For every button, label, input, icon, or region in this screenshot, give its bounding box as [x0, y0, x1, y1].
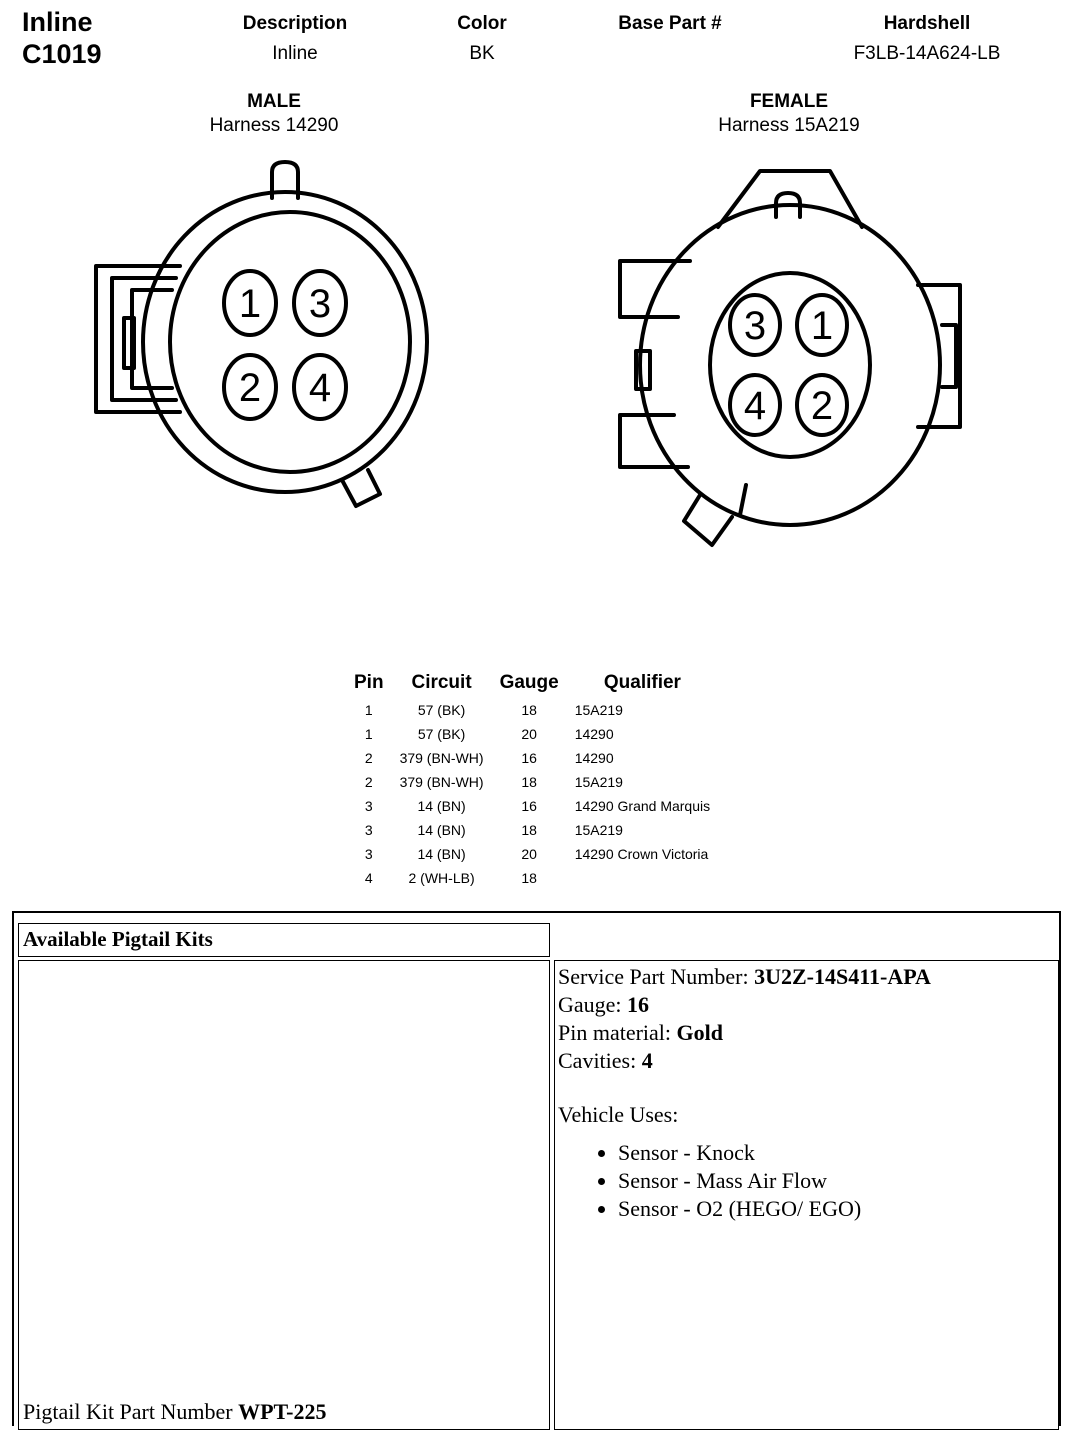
female-pin-3 — [730, 295, 780, 355]
female-harness-label: Harness 15A219 — [718, 115, 860, 136]
table-row: 4 2 (WH-LB) 18 — [364, 870, 537, 886]
table-row: 3 14 (BN) 16 14290 Grand Marquis — [364, 798, 711, 814]
male-view-title: MALE — [247, 91, 301, 112]
list-item: • Sensor - O2 (HEGO/ EGO) — [618, 1195, 1055, 1223]
gauge-info: Gauge: 16 — [558, 992, 650, 1017]
color-header: Color — [457, 13, 507, 34]
male-pin-3 — [294, 271, 346, 335]
table-row: 1 57 (BK) 18 15A219 — [364, 702, 623, 718]
male-harness-label: Harness 14290 — [209, 115, 339, 136]
female-view-title: FEMALE — [749, 91, 829, 112]
table-row: 3 14 (BN) 18 15A219 — [364, 822, 623, 838]
service-part-number: Service Part Number: 3U2Z-14S411-APA — [558, 964, 931, 989]
connector-id: C1019 — [22, 39, 102, 69]
list-item: • Sensor - Knock — [618, 1139, 1055, 1167]
description-header: Description — [242, 13, 348, 34]
svg-text:2: 2 — [238, 366, 262, 410]
svg-text:3: 3 — [308, 282, 332, 326]
pigtail-kits-title: Available Pigtail Kits — [18, 923, 550, 957]
empty-header-cell — [554, 923, 1060, 957]
male-pin-4 — [294, 355, 346, 419]
svg-text:1: 1 — [810, 304, 834, 348]
hardshell-header: Hardshell — [883, 13, 971, 34]
pin-table-header — [346, 668, 718, 698]
male-pin-1 — [224, 271, 276, 335]
male-connector-diagram — [80, 150, 440, 520]
pigtail-kits-table — [12, 911, 1061, 1426]
circuit-column-header: Circuit — [411, 672, 472, 693]
svg-text:2: 2 — [810, 384, 834, 428]
hardshell-value: F3LB-14A624-LB — [853, 43, 1001, 64]
pin-material-info: Pin material: Gold — [558, 1020, 723, 1045]
pin-table — [346, 668, 718, 890]
pigtail-kit-part-number: Pigtail Kit Part Number WPT-225 — [23, 1399, 327, 1424]
female-connector-diagram — [600, 165, 980, 560]
svg-text:1: 1 — [238, 282, 262, 326]
svg-text:3: 3 — [743, 304, 767, 348]
female-pin-1 — [797, 295, 847, 355]
cavities-info: Cavities: 4 — [558, 1048, 653, 1073]
connector-title — [22, 6, 102, 70]
table-row: 1 57 (BK) 20 14290 — [364, 726, 614, 742]
list-item: • Sensor - Mass Air Flow — [618, 1167, 1055, 1195]
table-row: 2 379 (BN-WH) 16 14290 — [364, 750, 614, 766]
description-value: Inline — [272, 43, 318, 64]
female-pin-4 — [730, 375, 780, 435]
male-pin-2 — [224, 355, 276, 419]
gauge-column-header: Gauge — [499, 672, 559, 693]
base-part-header: Base Part # — [618, 13, 722, 34]
qualifier-column-header: Qualifier — [603, 672, 681, 693]
pin-column-header: Pin — [354, 672, 384, 693]
female-pin-2 — [797, 375, 847, 435]
table-row: 3 14 (BN) 20 14290 Crown Victoria — [364, 846, 709, 862]
vehicle-uses-list — [558, 1139, 1055, 1223]
connector-type: Inline — [22, 7, 93, 37]
color-value: BK — [469, 43, 495, 64]
table-row: 2 379 (BN-WH) 18 15A219 — [364, 774, 623, 790]
svg-text:4: 4 — [743, 384, 767, 428]
svg-text:4: 4 — [308, 366, 332, 410]
vehicle-uses-label: Vehicle Uses: — [558, 1102, 679, 1127]
pigtail-kit-details — [554, 960, 1059, 1430]
pigtail-image-cell — [18, 960, 550, 1430]
